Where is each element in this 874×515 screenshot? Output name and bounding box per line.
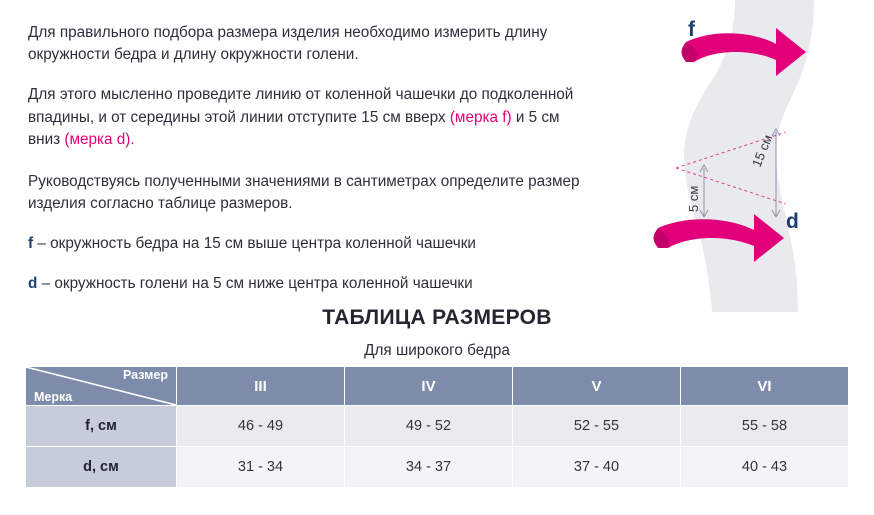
illustration-label-15cm: 15 см <box>748 132 776 170</box>
size-table <box>25 366 849 488</box>
size-column-header-2: IV <box>345 367 513 406</box>
legend-f <box>28 233 588 255</box>
legend-f-key: f <box>28 235 34 253</box>
instruction-paragraph-3: Руководствуясь полученными значениями в сантиметрах определите размер изделия согласно таблице размеров. <box>28 172 580 213</box>
size-table-head <box>26 367 849 406</box>
size-table-subtitle: Для широкого бедра <box>364 342 510 359</box>
corner-size-label: Размер <box>122 368 168 382</box>
legend-f-text: – окружность бедра на 15 см выше центра коленной чашечки <box>33 235 476 253</box>
size-column-header-1: III <box>177 367 345 406</box>
illustration-label-d: d <box>786 210 799 233</box>
knee-measurement-illustration <box>600 0 874 312</box>
legend-d <box>28 273 588 295</box>
legend-d-text: – окружность голени на 5 см ниже центра коленной чашечки <box>37 275 473 293</box>
cell-d-vi: 40 - 43 <box>681 447 849 488</box>
cell-d-v: 37 - 40 <box>513 447 681 488</box>
mark-d-note: (мерка d). <box>64 130 135 148</box>
instruction-paragraph-2 <box>28 84 588 151</box>
cell-f-vi: 55 - 58 <box>681 406 849 447</box>
size-column-header-3: V <box>513 367 681 406</box>
instructions-block <box>28 22 588 314</box>
illustration-label-f: f <box>688 18 695 41</box>
corner-mark-label: Мерка <box>34 390 73 404</box>
legend-d-key: d <box>28 275 38 293</box>
cell-f-iii: 46 - 49 <box>177 406 345 447</box>
table-row <box>26 447 849 488</box>
cell-d-iii: 31 - 34 <box>177 447 345 488</box>
instruction-paragraph-1: Для правильного подбора размера изделия необходимо измерить длину окружности бедра и длину окружности голени. <box>28 24 548 64</box>
instruction-p2-text-1: Для этого мысленно проведите линию от коленной чашечки до подколенной впадины, и от середины этой линии отступите 15 см вверх <box>28 86 574 126</box>
row-label-f: f, см <box>26 406 177 447</box>
cell-d-iv: 34 - 37 <box>345 447 513 488</box>
size-table-body <box>26 406 849 488</box>
size-table-corner-cell <box>26 367 177 406</box>
instruction-p2-text-2: и 5 см вниз <box>28 108 560 148</box>
cell-f-iv: 49 - 52 <box>345 406 513 447</box>
mark-f-note: (мерка f) <box>449 108 512 126</box>
illustration-label-5cm: 5 см <box>686 185 701 212</box>
row-label-d: d, см <box>26 447 177 488</box>
size-column-header-4: VI <box>681 367 849 406</box>
size-table-title: ТАБЛИЦА РАЗМЕРОВ <box>322 306 552 329</box>
size-table-header-row <box>26 367 849 406</box>
cell-f-v: 52 - 55 <box>513 406 681 447</box>
table-row <box>26 406 849 447</box>
